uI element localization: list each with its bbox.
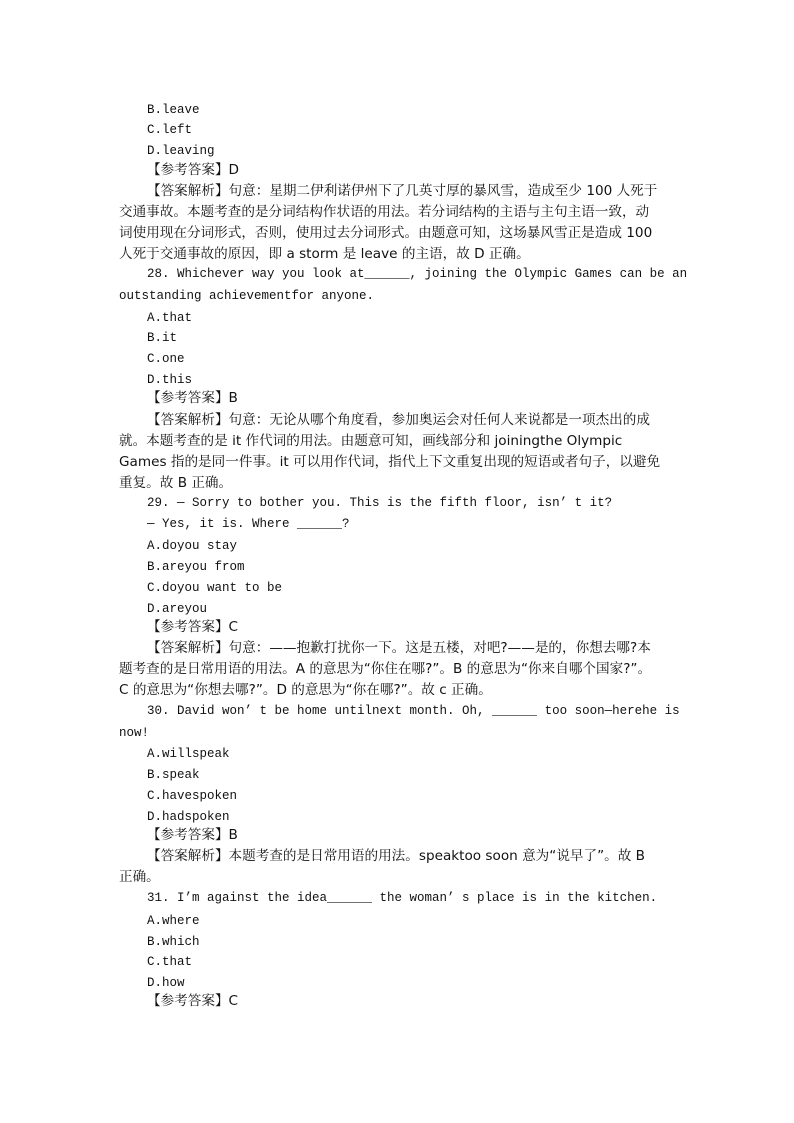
explanation-q27-line4: 人死于交通事故的原因，即 a storm 是 leave 的主语，故 D 正确。 [119,246,530,262]
option-d-q31: D.how [147,976,185,990]
answer-q29: 【参考答案】C [147,619,239,635]
explanation-q29-line3: C 的意思为“你想去哪?”。D 的意思为“你在哪?”。故 c 正确。 [119,682,492,698]
option-d-q28: D.this [147,373,193,387]
explanation-q29-line1: 【答案解析】句意：——抱歉打扰你一下。这是五楼，对吧?——是的，你想去哪?本 [147,640,651,656]
explanation-q28-line2: 就。本题考查的是 it 作代词的用法。由题意可知，画线部分和 joiningthe Olympic [119,433,623,449]
option-b-q31: B.which [147,935,200,949]
option-c-q27: C.left [147,123,193,137]
option-b-q27: B.leave [147,103,200,117]
question-29-line1: 29. — Sorry to bother you. This is the fifth floor, isn’ t it? [147,496,613,510]
option-b-q30: B.speak [147,768,200,782]
explanation-q28-line4: 重复。故 B 正确。 [119,475,233,491]
explanation-q29-line2: 题考查的是日常用语的用法。A 的意思为“你住在哪?”。B 的意思为“你来自哪个国家?”。 [119,661,652,677]
question-28-line2: outstanding achievementfor anyone. [119,289,375,303]
question-30-line2: now! [119,726,150,740]
option-d-q29: D.areyou [147,602,208,616]
explanation-q30-line1: 【答案解析】本题考查的是日常用语的用法。speaktoo soon 意为“说早了”。故 B [147,848,645,864]
option-d-q27: D.leaving [147,144,215,158]
explanation-q28-line1: 【答案解析】句意：无论从哪个角度看，参加奥运会对任何人来说都是一项杰出的成 [147,412,650,428]
explanation-q30-line2: 正确。 [119,869,160,885]
question-31-line1: 31. I’m against the idea______ the woman’ s place is in the kitchen. [147,891,658,905]
explanation-q27-line1: 【答案解析】句意：星期二伊利诺伊州下了几英寸厚的暴风雪，造成至少 100 人死于 [147,183,658,199]
explanation-q28-line3: Games 指的是同一件事。it 可以用作代词，指代上下文重复出现的短语或者句子，以避免 [119,454,661,470]
option-a-q31: A.where [147,914,200,928]
answer-q28: 【参考答案】B [147,390,238,406]
question-30-line1: 30. David won’ t be home untilnext month. Oh, ______ too soon—herehe is [147,704,680,718]
explanation-q27-line2: 交通事故。本题考查的是分词结构作状语的用法。若分词结构的主语与主句主语一致，动 [119,204,650,220]
option-b-q29: B.areyou from [147,560,245,574]
option-c-q31: C.that [147,955,193,969]
option-a-q30: A.willspeak [147,747,230,761]
question-28-line1: 28. Whichever way you look at______, joining the Olympic Games can be an [147,267,688,281]
answer-q31: 【参考答案】C [147,993,239,1009]
question-29-line2: — Yes, it is. Where ______? [147,517,350,531]
explanation-q27-line3: 词使用现在分词形式，否则，使用过去分词形式。由题意可知，这场暴风雪正是造成 100 [119,225,653,241]
answer-q30: 【参考答案】B [147,827,238,843]
option-c-q28: C.one [147,352,185,366]
option-a-q29: A.doyou stay [147,539,238,553]
option-d-q30: D.hadspoken [147,810,230,824]
option-c-q30: C.havespoken [147,789,238,803]
option-a-q28: A.that [147,311,193,325]
answer-q27: 【参考答案】D [147,162,240,178]
option-b-q28: B.it [147,331,178,345]
option-c-q29: C.doyou want to be [147,581,283,595]
